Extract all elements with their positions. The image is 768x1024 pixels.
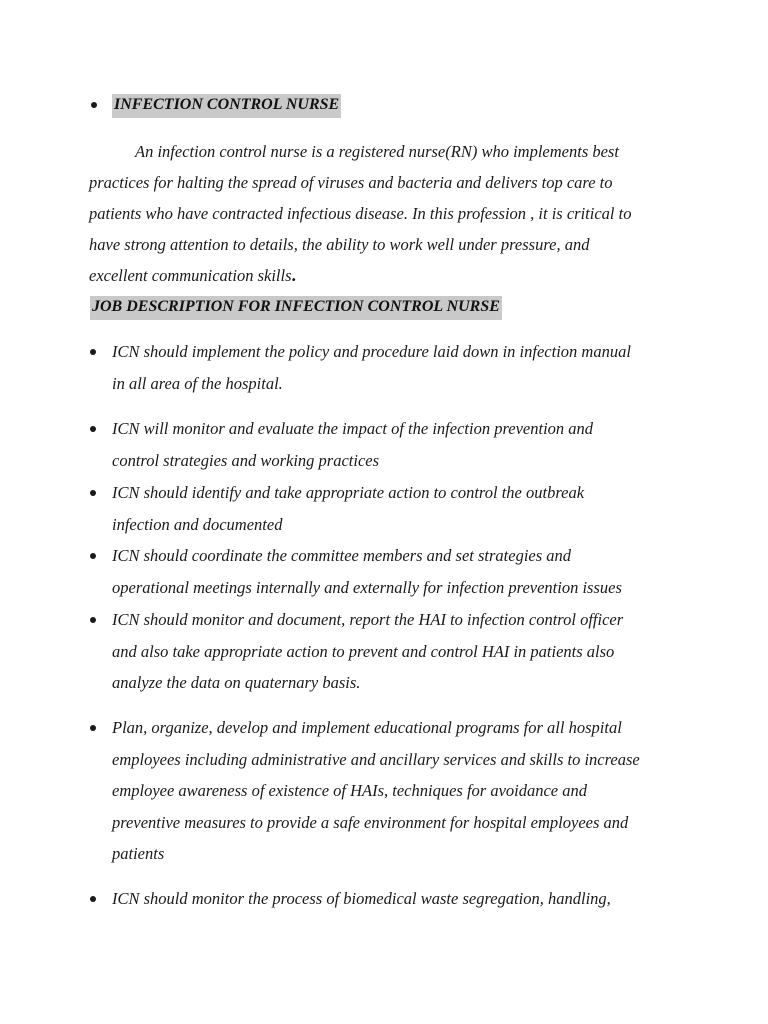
- list-item-line: Plan, organize, develop and implement educational programs for all hospital: [112, 718, 622, 737]
- intro-line-3: patients who have contracted infectious disease. In this profession , it is critical to: [89, 204, 632, 223]
- list-item: [112, 712, 687, 870]
- list-bullet: [90, 426, 96, 432]
- list-item-line: and also take appropriate action to prevent and control HAI in patients also: [112, 641, 615, 661]
- intro-line-4: have strong attention to details, the ability to work well under pressure, and: [89, 235, 590, 254]
- list-item-line: in all area of the hospital.: [112, 373, 283, 393]
- list-item-line: employee awareness of existence of HAIs, techniques for avoidance and: [112, 781, 588, 800]
- list-item-line: analyze the data on quaternary basis.: [112, 673, 361, 692]
- list-item-line: operational meetings internally and externally for infection prevention issues: [112, 577, 622, 597]
- list-item: [112, 540, 687, 603]
- list-item: [112, 413, 687, 476]
- heading-bullet: [91, 102, 97, 108]
- list-bullet: [90, 553, 96, 559]
- list-item-line: patients: [112, 844, 165, 863]
- list-item: [112, 336, 687, 399]
- list-item-line: ICN should monitor and document, report the HAI to infection control officer: [112, 610, 624, 629]
- job-heading-container: [90, 296, 502, 320]
- intro-line-1: An infection control nurse is a registered nurse(RN) who implements best: [135, 142, 619, 161]
- list-bullet: [90, 490, 96, 496]
- list-item-line: ICN should coordinate the committee members and set strategies and: [112, 546, 572, 565]
- list-item-line: ICN will monitor and evaluate the impact of the infection prevention and: [112, 419, 594, 438]
- list-item-line: control strategies and working practices: [112, 450, 380, 470]
- list-item-line: infection and documented: [112, 514, 283, 534]
- list-item: [112, 477, 687, 540]
- list-item: [112, 604, 687, 699]
- intro-line-5: excellent communication skills: [89, 266, 292, 285]
- list-item-line: ICN should monitor the process of biomedical waste segregation, handling,: [112, 889, 611, 908]
- section-heading: INFECTION CONTROL NURSE: [112, 94, 341, 118]
- intro-paragraph: [89, 136, 681, 291]
- list-bullet: [90, 349, 96, 355]
- list-item-line: ICN should identify and take appropriate action to control the outbreak: [112, 483, 585, 502]
- intro-period: .: [291, 265, 297, 285]
- list-item-line: employees including administrative and ancillary services and skills to increase: [112, 749, 640, 769]
- list-bullet: [90, 896, 96, 902]
- list-bullet: [90, 617, 96, 623]
- section-heading-container: [112, 94, 341, 118]
- list-item-line: ICN should implement the policy and procedure laid down in infection manual: [112, 342, 631, 361]
- job-description-heading: JOB DESCRIPTION FOR INFECTION CONTROL NURSE: [90, 296, 502, 320]
- list-item-line: preventive measures to provide a safe environment for hospital employees and: [112, 812, 629, 832]
- list-bullet: [90, 725, 96, 731]
- intro-line-2: practices for halting the spread of viruses and bacteria and delivers top care to: [89, 173, 613, 192]
- list-item: [112, 883, 687, 915]
